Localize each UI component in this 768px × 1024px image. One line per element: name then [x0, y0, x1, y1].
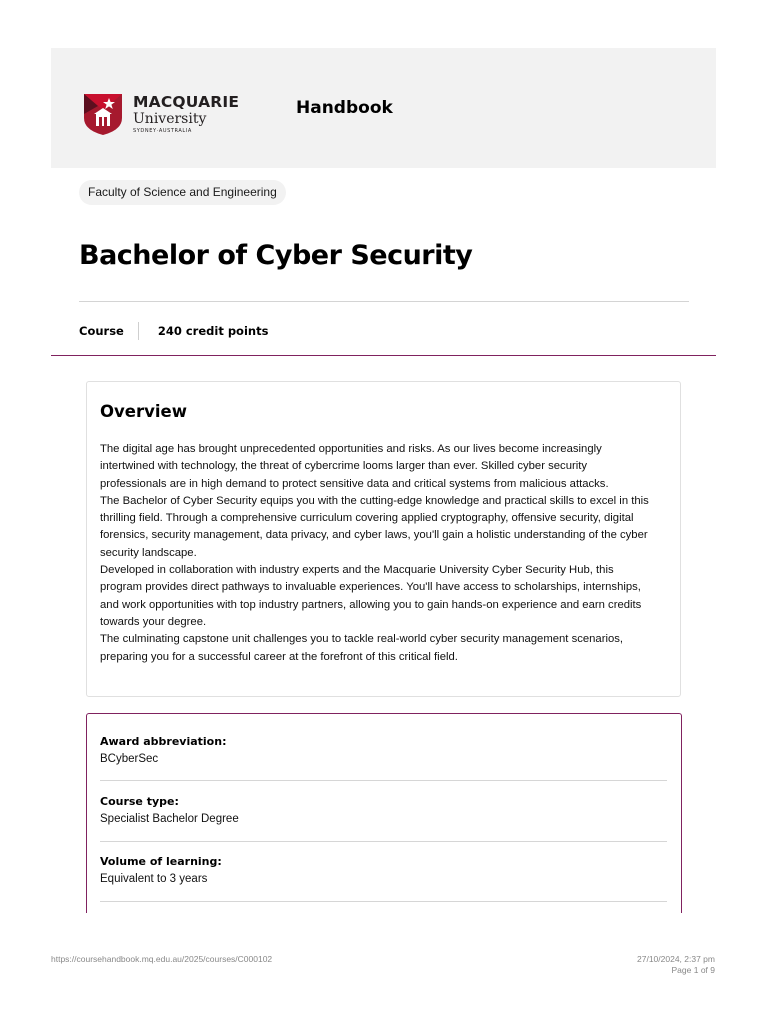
overview-card [86, 381, 681, 697]
detail-divider [100, 780, 667, 781]
overview-heading: Overview [100, 402, 187, 421]
overview-line: intertwined with technology, the threat of cybercrime looms larger than ever. Skilled cyber security [100, 460, 588, 473]
overview-line: Developed in collaboration with industry experts and the Macquarie University Cyber Security Hub, this [100, 564, 614, 577]
detail-divider [100, 841, 667, 842]
award-abbreviation-value: BCyberSec [100, 753, 159, 765]
section-divider [51, 355, 716, 356]
overview-line: professionals are in high demand to protect sensitive data and critical systems from malicious attacks. [100, 477, 609, 490]
award-abbreviation [100, 735, 667, 765]
footer-datetime: 27/10/2024, 2:37 pm [637, 954, 715, 964]
handbook-link[interactable]: Handbook [296, 98, 393, 118]
course-type-label: Course [79, 324, 124, 338]
credit-points: 240 credit points [157, 324, 269, 338]
overview-line: The digital age has brought unprecedented opportunities and risks. As our lives become increasingly [100, 443, 602, 455]
award-abbreviation-label: Award abbreviation: [100, 735, 227, 748]
course-type-label: Course type: [100, 795, 179, 808]
overview-line: program provides direct pathways to invaluable experiences. You'll have access to scholarships, internships, [100, 581, 641, 594]
overview-line: security landscape. [100, 546, 197, 559]
page-title: Bachelor of Cyber Security [79, 240, 473, 271]
site-header [51, 48, 716, 168]
overview-line: The culminating capstone unit challenges you to tackle real-world cyber security management scenarios, [100, 633, 624, 646]
title-divider [79, 301, 689, 302]
volume-of-learning-label: Volume of learning: [100, 855, 222, 868]
detail-divider [100, 901, 667, 902]
award-details-card [86, 713, 682, 913]
logo-subtitle: University [133, 110, 207, 127]
volume-of-learning-value: Equivalent to 3 years [100, 873, 208, 885]
overview-line: preparing you for a successful career at the forefront of this critical field. [100, 650, 458, 663]
overview-line: The Bachelor of Cyber Security equips you with the cutting-edge knowledge and practical skills to excel in this [100, 494, 649, 507]
overview-line: towards your degree. [100, 615, 207, 628]
logo-location: SYDNEY·AUSTRALIA [133, 127, 192, 134]
footer-page-number: Page 1 of 9 [671, 965, 715, 975]
logo-name: MACQUARIE [133, 93, 240, 111]
footer-meta [637, 954, 715, 976]
overview-line: thrilling field. Through a comprehensive curriculum covering applied cryptography, offensive security, digital [100, 512, 634, 525]
faculty-chip[interactable]: Faculty of Science and Engineering [79, 180, 286, 205]
footer-url[interactable]: https://coursehandbook.mq.edu.au/2025/courses/C000102 [51, 954, 273, 964]
macquarie-logo[interactable] [82, 92, 239, 136]
university-crest-icon [82, 92, 124, 136]
volume-of-learning [100, 855, 667, 885]
meta-separator [138, 322, 139, 340]
course-type-value: Specialist Bachelor Degree [100, 813, 239, 825]
overview-text [100, 441, 675, 666]
course-type [100, 795, 667, 825]
overview-line: and work opportunities with top industry partners, allowing you to gain hands-on experience and earn credits [100, 598, 642, 611]
course-meta [79, 322, 268, 340]
overview-line: forensics, security management, data privacy, and cyber laws, you'll gain a holistic understanding of the cyber [100, 529, 648, 542]
